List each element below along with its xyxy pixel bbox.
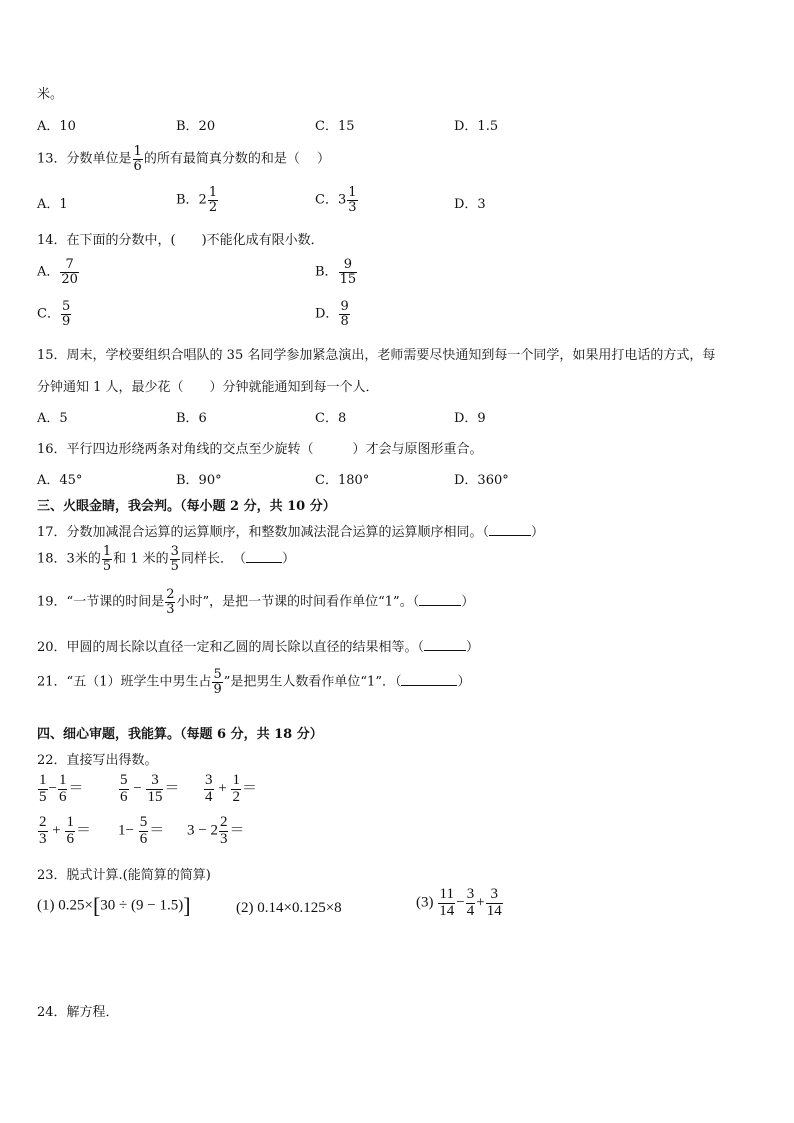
q19-question: 19．“一节课的时间是 $\frac{2}{3}$ 小时”，是把一节课的时间看作单位“1”。（ ） [37, 587, 475, 617]
q13-text-pre: 13．分数单位是 [37, 151, 132, 167]
q14-option-a[interactable]: A． $\frac{7}{20}$ [37, 257, 78, 287]
q16-option-a[interactable]: A．45° [37, 473, 83, 488]
q15-question-line2: 分钟通知 1 人，最少花（ ）分钟就能通知到每一个人． [37, 380, 379, 395]
q13-question [37, 145, 330, 173]
continued-text: 米。 [37, 87, 64, 102]
q20-question: 20．甲圆的周长除以直径一定和乙圆的周长除以直径的结果相等。（ ） [37, 640, 480, 655]
q13-option-d[interactable]: D．3 [454, 197, 486, 212]
q14-option-b[interactable]: B． $\frac{9}{15}$ [315, 257, 357, 287]
q22-expression-1: $\frac{1}{5}$ − $\frac{1}{6}$ ＝ [39, 772, 84, 805]
q14-option-d[interactable]: D． $\frac{9}{8}$ [315, 299, 349, 329]
q12-option-d[interactable]: D．1.5 [454, 119, 499, 134]
q22-expression-6: 3 − 2 $\frac{2}{3}$ ＝ [187, 814, 245, 847]
answer-blank[interactable] [419, 605, 461, 606]
q14-question: 14．在下面的分数中，( )不能化成有限小数． [37, 233, 324, 248]
q12-option-b[interactable]: B．20 [176, 119, 216, 134]
q22-question: 22．直接写出得数。 [37, 753, 158, 768]
answer-blank[interactable] [489, 535, 531, 536]
q15-option-b[interactable]: B．6 [176, 411, 207, 426]
fraction: $\frac{1}{6}$ [133, 144, 142, 174]
q18-question: 18．3米的 $\frac{1}{5}$ 和 1 米的 $\frac{3}{5}$ 同样长． （ ） [37, 544, 295, 574]
q22-expression-5: 1− $\frac{5}{6}$ ＝ [118, 814, 165, 847]
q13-option-b[interactable]: B．2 $\frac{1}{2}$ [176, 185, 218, 215]
q22-expression-4: $\frac{2}{3}$ + $\frac{1}{6}$ ＝ [39, 814, 91, 847]
q23-part-3: (3) $\frac{11}{14}$ − $\frac{3}{4}$ + $\frac{3}{14}$ [416, 886, 502, 919]
answer-blank[interactable] [246, 562, 282, 563]
q15-option-c[interactable]: C．8 [315, 411, 347, 426]
q16-option-c[interactable]: C．180° [315, 473, 370, 488]
q12-option-a[interactable]: A．10 [37, 119, 76, 134]
answer-blank[interactable] [424, 650, 466, 651]
q23-part-1: (1) 0.25×[30 ÷ (9 − 1.5)] [37, 893, 191, 918]
q24-question: 24．解方程． [37, 1005, 119, 1020]
section-3-heading: 三、火眼金睛，我会判。（每小题 2 分，共 10 分） [37, 499, 336, 514]
q15-option-a[interactable]: A．5 [37, 411, 68, 426]
answer-blank[interactable] [401, 685, 457, 686]
q15-question-line1: 15．周末，学校要组织合唱队的 35 名同学参加紧急演出，老师需要尽快通知到每一个同学，如果用打电话的方式，每 [37, 348, 716, 363]
q13-text-post: 的所有最简真分数的和是（ ） [143, 151, 330, 167]
q23-question: 23．脱式计算.(能简算的简算) [37, 868, 211, 883]
q15-option-d[interactable]: D．9 [454, 411, 486, 426]
q13-option-c[interactable]: C．3 $\frac{1}{3}$ [315, 185, 357, 215]
q13-option-a[interactable]: A．1 [37, 197, 68, 212]
q16-option-d[interactable]: D．360° [454, 473, 509, 488]
q22-expression-3: $\frac{3}{4}$ + $\frac{1}{2}$ ＝ [205, 772, 257, 805]
q22-expression-2: $\frac{5}{6}$ − $\frac{3}{15}$ ＝ [120, 772, 180, 805]
q12-option-c[interactable]: C．15 [315, 119, 355, 134]
q14-option-c[interactable]: C． $\frac{5}{9}$ [37, 299, 71, 329]
q21-question: 21．“五（1）班学生中男生占 $\frac{5}{9}$ ”是把男生人数看作单位“1”．（ ） [37, 667, 471, 697]
q16-question: 16．平行四边形绕两条对角线的交点至少旋转（ ）才会与原图形重合。 [37, 442, 483, 457]
section-4-heading: 四、细心审题，我能算。（每题 6 分，共 18 分） [37, 727, 323, 742]
q23-part-2: (2) 0.14×0.125×8 [236, 900, 342, 916]
q16-option-b[interactable]: B．90° [176, 473, 222, 488]
q17-question: 17．分数加减混合运算的运算顺序，和整数加减法混合运算的运算顺序相同。（ ） [37, 525, 545, 540]
